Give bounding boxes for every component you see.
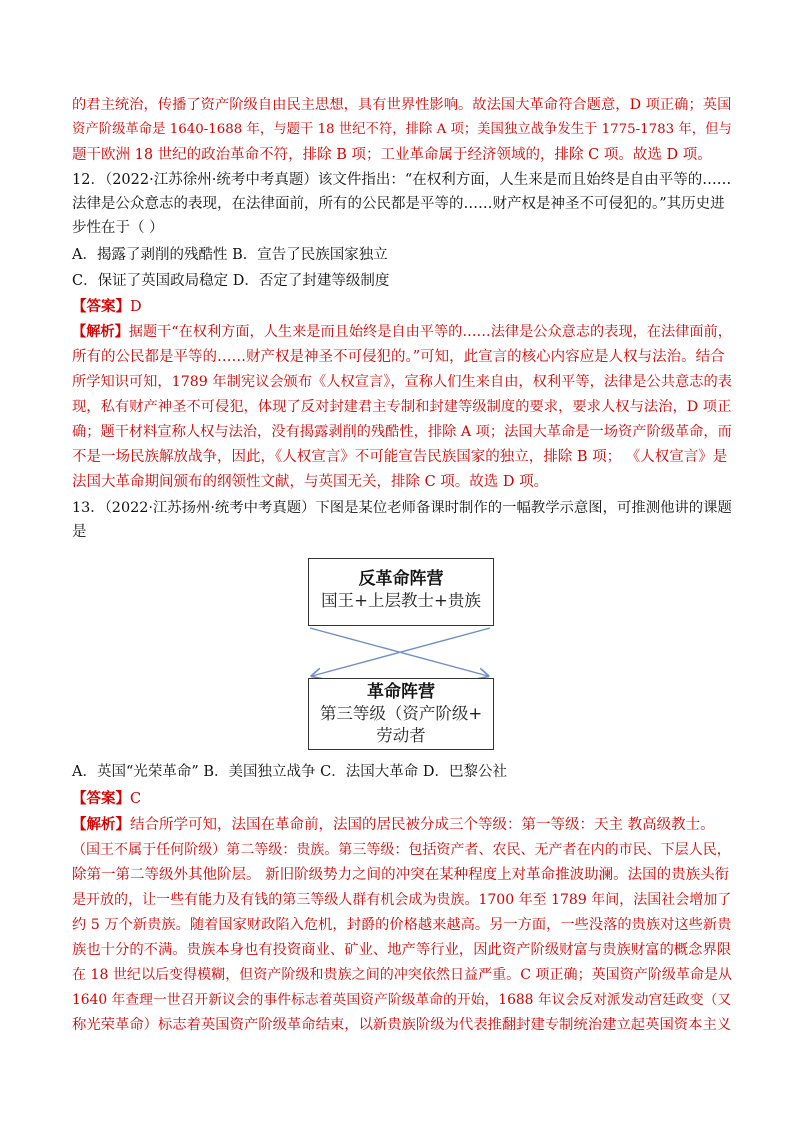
counter-revolution-title: 反革命阵营 — [358, 569, 444, 589]
q12-options-line-1: A．揭露了剥削的残酷性 B．宣告了民族国家独立 — [72, 247, 388, 263]
q12-analysis-line-3: 所学知识可知，1789 年制宪议会颁布《人权宣言》，宣称人们生来自由，权利平等，法律是公共意志的表 — [72, 374, 732, 390]
q13-analysis-line-4: 是开放的，让一些有能力及有钱的第三等级人群有机会成为贵族。1700 年至 1789 年间，法国社会增加了 — [72, 892, 732, 908]
diagram-cross-arrows — [308, 626, 492, 678]
q13-analysis-line-8: 1640 年查理一世召开新议会的事件标志着英国资产阶级革命的开始，1688 年议会反对派发动宫廷政变（又 — [72, 992, 732, 1008]
q12-options-line-2: C．保证了英国政局稳定 D．否定了封建等级制度 — [72, 273, 390, 289]
revolution-members-line-1: 第三等级（资产阶级+ — [319, 704, 483, 723]
q13-analysis-line-9: 称光荣革命）标志着英国资产阶级革命结束，以新贵族阶级为代表推翻封建专制统治建立起英国资本主义 — [72, 1017, 732, 1033]
q12-answer-value: D — [130, 299, 142, 315]
q12-analysis-text-1: 据题干“在权利方面，人生来是而且始终是自由平等的……法律是公众意志的表现，在法律面前， — [128, 324, 732, 340]
q12-stem-line-2: 法律是公众意志的表现，在法律面前，所有的公民都是平等的……财产权是神圣不可侵犯的。”其历史进 — [72, 196, 725, 212]
q13-stem-line-1: 13．（2022·江苏扬州·统考中考真题）下图是某位老师备课时制作的一幅教学示意图，可推测他讲的课题 — [72, 500, 732, 516]
counter-revolution-members: 国王+上层教士+贵族 — [321, 591, 481, 610]
q13-analysis-line-7: 在 18 世纪以后变得模糊，但资产阶级和贵族之间的冲突依然日益严重。C 项正确；英国资产阶级革命是从 — [72, 967, 733, 983]
q12-analysis-line-7: 法国大革命期间颁布的纲领性文献，与英国无关，排除 C 项。故选 D 项。 — [72, 474, 549, 490]
revolution-title: 革命阵营 — [367, 682, 435, 702]
q13-options: A．英国“光荣革命” B．美国独立战争 C．法国大革命 D．巴黎公社 — [72, 764, 507, 780]
prev-analysis-line-2: 资产阶级革命是 1640-1688 年，与题干 18 世纪不符，排除 A 项；美国独立战争发生于 1775-1783 年，但与 — [72, 122, 732, 137]
q12-analysis-line-4: 现，私有财产神圣不可侵犯，体现了反对封建君主专制和封建等级制度的要求，要求人权与法治，D 项正 — [72, 399, 732, 415]
q13-analysis-line-5: 约 5 万个新贵族。随着国家财政陷入危机，封爵的价格越来越高。另一方面，一些没落的贵族对这些新贵 — [72, 917, 732, 933]
prev-analysis-line-1: 的君主统治，传播了资产阶级自由民主思想，具有世界性影响。故法国大革命符合题意，D 项正确；英国 — [72, 97, 732, 113]
q12-stem-line-3: 步性在于（ ） — [72, 220, 164, 236]
q12-analysis-line-6: 不是一场民族解放战争，因此，《人权宣言》不可能宣告民族国家的独立，排除 B 项； 《人权宣言》是 — [72, 449, 728, 465]
q13-analysis-line-6: 族也十分的不满。贵族本身也有投资商业、矿业、地产等行业，因此资产阶级财富与贵族财富的概念界限 — [72, 942, 732, 958]
revolution-box — [308, 678, 494, 750]
q13-analysis-tag: 【解析】 — [72, 816, 130, 833]
revolution-members-line-2: 劳动者 — [376, 726, 426, 745]
q12-analysis-tag: 【解析】 — [72, 324, 129, 340]
q13-analysis-line-2: （国王不属于任何阶级）第二等级：贵族。第三等级：包括资产者、农民、无产者在内的市民、下层人民， — [72, 842, 731, 858]
counter-revolution-box — [308, 558, 494, 626]
q13-answer-tag: 【答案】 — [72, 790, 130, 807]
q13-answer — [72, 789, 141, 809]
prev-analysis-line-3: 题干欧洲 18 世纪的政治革命不符，排除 B 项；工业革命属于经济领域的，排除 C 项。故选 D 项。 — [72, 147, 712, 163]
q12-stem-line-1: 12．（2022·江苏徐州·统考中考真题）该文件指出：“在权利方面，人生来是而且始终是自由平等的…… — [72, 172, 732, 188]
q13-analysis-text-1: 结合所学可知，法国在革命前，法国的居民被分成三个等级：第一等级：天主 教高级教士。 — [130, 817, 715, 833]
q12-answer-tag: 【答案】 — [72, 298, 130, 315]
q12-analysis-line-5: 确；题干材料宣称人权与法治，没有揭露剥削的残酷性，排除 A 项；法国大革命是一场资产阶级革命，而 — [72, 424, 732, 440]
q13-stem-line-2: 是 — [72, 524, 87, 540]
q13-analysis-line-1 — [72, 815, 715, 835]
q12-analysis-line-1 — [72, 322, 732, 342]
q12-analysis-line-2: 所有的公民都是平等的……财产权是神圣不可侵犯的。”可知，此宣言的核心内容应是人权与法治。结合 — [72, 349, 725, 365]
q12-answer — [72, 297, 142, 317]
q13-answer-value: C — [130, 791, 142, 807]
q13-analysis-line-3: 除第一第二等级外其他阶层。 新旧阶级势力之间的冲突在某种程度上对革命推波助澜。法国的贵族头衔 — [72, 867, 730, 883]
